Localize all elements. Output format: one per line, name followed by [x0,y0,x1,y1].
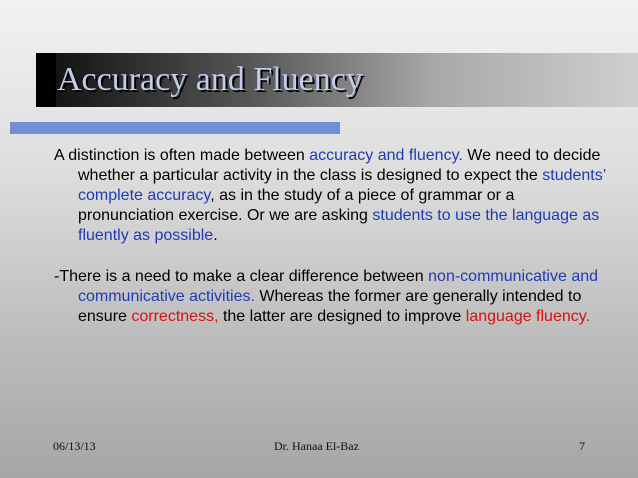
paragraph-1-text-2: We need to decide whether a particular activity in the class is designed to expect the [78,147,601,184]
paragraph-1-text-1: A distinction is often made between [54,147,310,164]
paragraph-1-text-3: , as in the study of a piece of grammar or a pronunciation exercise. Or we are asking [78,187,515,224]
footer-author: Dr. Hanaa El-Baz [274,439,359,453]
title-underline-bar [10,122,340,134]
slide-title: Accuracy and Fluency [57,61,363,98]
paragraph-2-text-2: Whereas the former are generally intended to ensure [78,288,582,325]
paragraph-accuracy-fluency [54,146,614,246]
paragraph-2-highlight-2: correctness, [131,308,219,325]
paragraph-2-text-1: -There is a need to make a clear difference between [54,268,429,285]
paragraph-1-highlight-1: accuracy and fluency. [309,147,463,164]
paragraph-2-highlight-1: non-communicative and communicative activities. [78,268,599,305]
paragraph-2-text-3: the latter are designed to improve [218,308,466,325]
paragraph-1-highlight-3: students to use the language as fluently as possible [78,207,600,244]
paragraph-activity-types [54,267,614,327]
title-accent-black [36,53,56,107]
paragraph-1-text-4: . [213,227,218,244]
paragraph-2-highlight-3: language fluency. [465,308,591,325]
footer-date: 06/13/13 [53,439,96,453]
slide-body [54,146,614,327]
paragraph-1-highlight-2: students’ complete accuracy [78,167,606,204]
footer-page-number: 7 [579,439,585,453]
